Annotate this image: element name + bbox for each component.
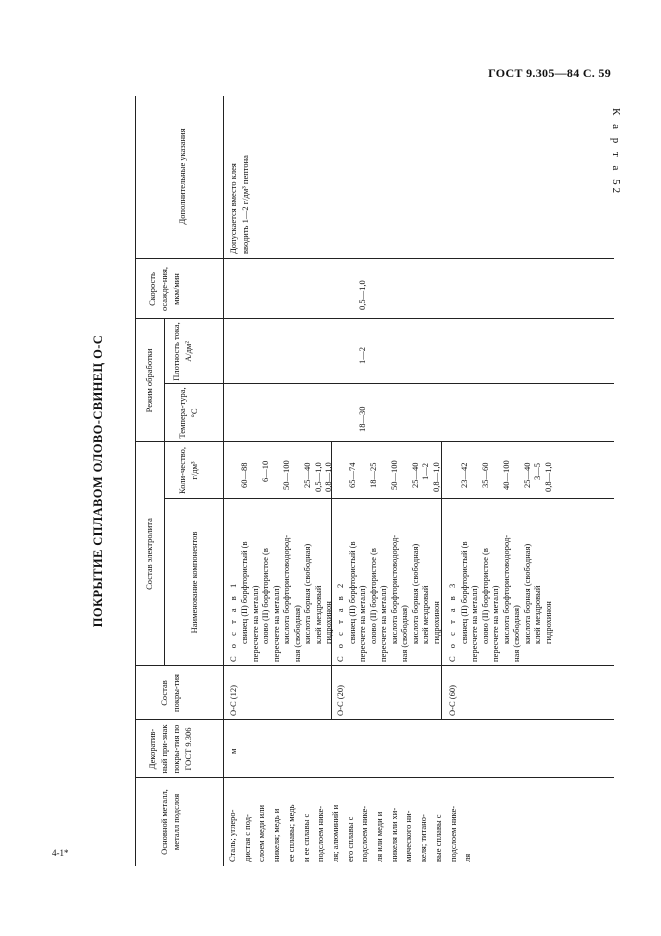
quantity-value: 18—25 xyxy=(367,462,378,488)
quantity-value: 3—5 xyxy=(532,463,542,480)
composition-code-1: О-С (12) xyxy=(228,685,238,716)
card-number: К а р т а 52 xyxy=(610,108,622,197)
base-metal-line: ее сплавы; медь xyxy=(285,804,296,862)
base-metal-line: и ее сплавы с xyxy=(300,813,311,862)
component-line: олово (II) борфтористое (в xyxy=(260,548,270,644)
rotated-page-content xyxy=(91,96,613,866)
base-metal-line: подслоем нике- xyxy=(315,805,326,862)
composition-code-2: О-С (20) xyxy=(335,685,345,716)
quantity-value: 0,8—1,0 xyxy=(542,462,553,492)
base-metal-line: слоем меди или xyxy=(256,804,267,862)
quantity-value: 65—74 xyxy=(346,462,357,488)
col-header-decorative: Декоратив-ный при-знак покры-тия по ГОСТ 9.306 xyxy=(147,724,193,774)
composition-name: С о с т а в 1 xyxy=(228,580,238,662)
component-line: свинец (II) борфтористый (в xyxy=(346,541,357,644)
component-line: пересчете на металл) xyxy=(357,585,367,662)
composition-code-3: О-С (60) xyxy=(447,685,457,716)
component-line: кислота борная (свободная) xyxy=(409,543,420,644)
process-table xyxy=(135,96,614,866)
component-line: кислота борфтористоводород- xyxy=(500,534,511,644)
composition-name: С о с т а в 3 xyxy=(447,580,457,662)
col-header-base-metal: Основной металл, металл подслоя xyxy=(159,789,181,855)
density-value: 1—2 xyxy=(357,347,367,364)
quantity-value: 0,8—1,0 xyxy=(430,462,441,492)
base-metal-line: вые сплавы с xyxy=(432,814,443,862)
quantity-value: 50—100 xyxy=(388,460,399,490)
base-metal-line: никеля; медь и xyxy=(271,808,282,862)
col-header-notes: Дополнительные указания xyxy=(177,128,187,225)
composition-name: С о с т а в 2 xyxy=(335,580,345,662)
base-metal-line: его сплавы с xyxy=(344,816,355,862)
note-line: Допускается вместо клея xyxy=(228,163,238,254)
col-header-components: Наименование компонентов xyxy=(189,531,199,634)
quantity-value: 1—2 xyxy=(420,463,430,480)
base-metal-line: Сталь; углеро- xyxy=(227,809,237,862)
component-line: кислота борная (свободная) xyxy=(521,543,532,644)
base-metal-line: ля или меди и xyxy=(374,811,384,862)
col-header-quantity: Коли-чество, г/дм³ xyxy=(177,446,199,495)
component-line: гидрохинон xyxy=(542,601,553,644)
base-metal-line: дистая с под- xyxy=(241,814,252,862)
speed-value: 0,5—1,0 xyxy=(357,280,367,310)
base-metal-line: ля; алюминий и xyxy=(329,804,340,862)
col-header-speed: Скорость осажде-ния, мкм/мин xyxy=(147,266,181,312)
note-line: вводить 1—2 г/дм³ пептона xyxy=(240,155,250,254)
component-line: олово (II) борфтористое (в xyxy=(367,548,378,644)
component-line: пересчете на металл) xyxy=(270,585,281,662)
quantity-value: 0,5—1,0 xyxy=(312,462,323,492)
col-header-mode: Режим обработки xyxy=(144,348,154,413)
base-metal-line: подслоем нике- xyxy=(447,805,458,862)
decorative-value: м xyxy=(228,748,238,754)
base-metal-line: мического ни- xyxy=(403,810,414,862)
col-header-composition: Состав покры-тия xyxy=(159,674,181,712)
component-line: свинец (II) борфтористый (в xyxy=(458,541,469,644)
component-line: гидрохинон xyxy=(323,601,333,644)
card-number-holder xyxy=(610,108,623,197)
quantity-value: 6—10 xyxy=(260,460,270,482)
page-footer-mark: 4-1* xyxy=(52,848,69,858)
base-metal-line: подслоем нике- xyxy=(359,805,370,862)
component-line: пересчете на металл) xyxy=(249,585,260,662)
component-line: пересчете на металл) xyxy=(469,585,479,662)
base-metal-line: келя; титано- xyxy=(418,814,429,862)
component-line: ная (свободная) xyxy=(399,605,409,662)
quantity-value: 25—40 xyxy=(521,462,532,488)
component-line: клей мездровый xyxy=(312,585,323,644)
component-line: ная (свободная) xyxy=(511,605,521,662)
component-line: пересчете на металл) xyxy=(378,585,388,662)
component-line: клей мездровый xyxy=(532,585,542,644)
component-line: пересчете на металл) xyxy=(490,585,500,662)
component-line: олово (II) борфтористое (в xyxy=(479,548,490,644)
base-metal-line: никеля или хи- xyxy=(388,807,399,862)
base-metal-line: ля xyxy=(462,853,473,862)
quantity-value: 50—100 xyxy=(281,460,291,490)
temperature-value: 18—30 xyxy=(357,406,367,432)
quantity-value: 0,8—1,0 xyxy=(323,462,333,492)
quantity-value: 40—100 xyxy=(500,460,511,490)
col-header-density: Плотность тока, А/дм² xyxy=(171,322,193,381)
col-header-temperature: Темпера-тура, °С xyxy=(177,387,199,439)
component-line: кислота борная (свободная) xyxy=(302,543,312,644)
quantity-value: 35—60 xyxy=(479,462,490,488)
quantity-value: 23—42 xyxy=(458,462,469,488)
component-line: клей мездровый xyxy=(420,585,430,644)
running-header: ГОСТ 9.305—84 С. 59 xyxy=(488,66,611,80)
component-line: свинец (II) борфтористый (в xyxy=(239,541,249,644)
quantity-value: 60—88 xyxy=(239,462,249,488)
quantity-value: 25—40 xyxy=(409,462,420,488)
table-title: ПОКРЫТИЕ СПЛАВОМ ОЛОВО-СВИНЕЦ О-С xyxy=(91,334,105,628)
component-line: кислота борфтористоводород- xyxy=(388,534,399,644)
quantity-value: 25—40 xyxy=(302,462,312,488)
component-line: кислота борфтористоводород- xyxy=(281,534,291,644)
component-line: гидрохинон xyxy=(430,601,441,644)
component-line: ная (свободная) xyxy=(291,605,302,662)
col-header-electrolyte: Состав электролита xyxy=(144,518,154,590)
